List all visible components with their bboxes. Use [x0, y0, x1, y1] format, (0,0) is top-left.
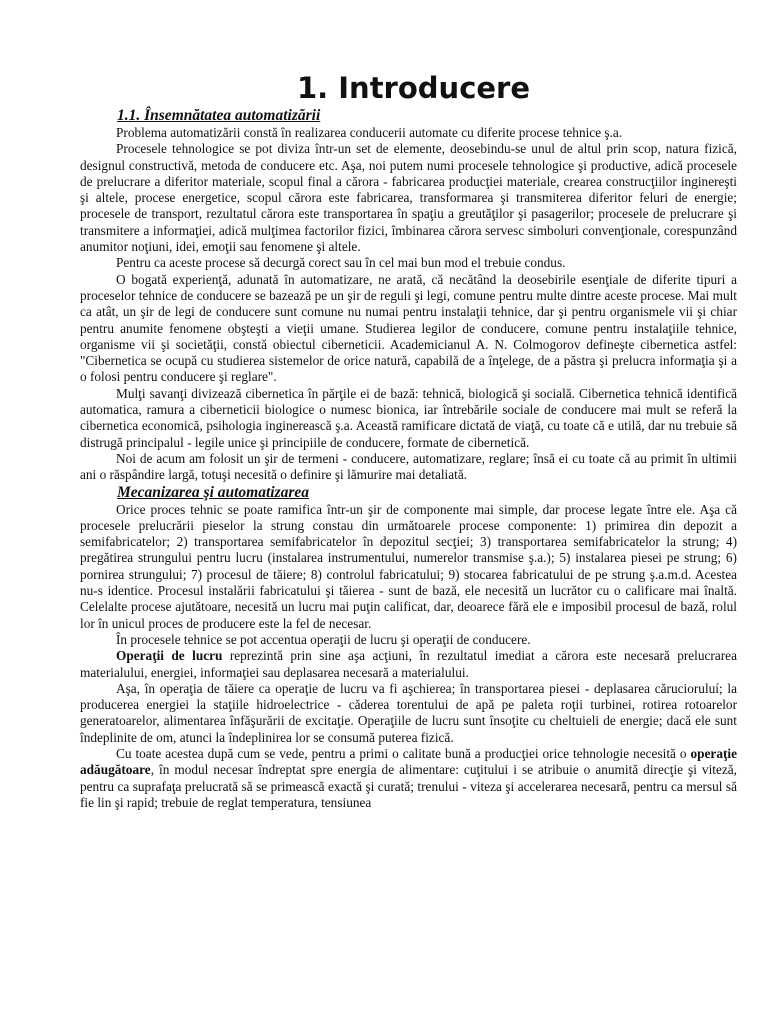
- paragraph: Pentru ca aceste procese să decurgă corect sau în cel mai bun mod el trebuie condus.: [116, 255, 566, 271]
- paragraph: Procesele tehnologice se pot diviza într-un set de elemente, deosebindu-se unul de altul prin scop, natura fizică, designul constructivă, metoda de conducere etc. Aşa, noi putem numi procesele tehnologice şi productive, adică procesele de prelucrare a diferitor materiale, scopul final a cărora - fabricarea producţiei materiale, crearea construcţiilor inginereşti şi altele, procese energetice, scopul cărora este fabricarea, transformarea şi transmiterea diferitor feluri de energie; procesele de transport, rezultatul cărora este transportarea în spaţiu a greutăţilor şi pasagerilor; procesele de prelucrare şi transmitere a informaţiei, adică mulţimea factorilor fizici, îmbinarea cărora servesc simboluri convenţionale, corespunzând anumitor noţiuni, idei, emoţii sau fenomene şi altele.: [80, 141, 737, 255]
- paragraph: În procesele tehnice se pot accentua operaţii de lucru şi operaţii de conducere.: [116, 631, 531, 647]
- subsection-heading: Mecanizarea şi automatizarea: [117, 483, 310, 501]
- section-heading: 1.1. Însemnătatea automatizării: [117, 107, 321, 124]
- bold-term: operaţie adăugătoare: [80, 745, 737, 778]
- chapter-title: 1. Introducere: [296, 71, 531, 105]
- paragraph: Aşa, în operaţia de tăiere ca operaţie de lucru va fi aşchierea; în transportarea piesei - deplasarea cărucioruluí; la producerea energiei la staţiile hidroelectrice - căderea torentului de apă pe paleta roţii turbinei, rotirea rotoarelor generatoarelor, alimentarea înfăşurării de excitaţie. Operaţiile de lucru sunt însoţite cu cheltuieli de energie; dacă ele sunt îndeplinite de om, atunci la îndeplinirea lor se consumă puterea fizică.: [80, 680, 737, 745]
- paragraph: Noi de acum am folosit un şir de termeni - conducere, automatizare, reglare; însă ei cu toate că au primit în ultimii ani o răspândire largă, totuşi necesită o definire şi lămurire mai detaliată.: [80, 450, 737, 483]
- paragraph-text: reprezintă prin sine aşa acţiuni, în rezultatul imediat a cărora este necesară prelucrarea materialului, energiei, informaţiei sau deplasarea necesară a materialului.: [80, 648, 737, 680]
- bold-term: Operaţii de lucru: [116, 648, 223, 664]
- paragraph: Problema automatizării constă în realizarea conducerii automate cu diferite procese tehnice ş.a.: [116, 125, 623, 140]
- paragraph: [80, 746, 737, 811]
- paragraph: Orice proces tehnic se poate ramifica într-un şir de componente mai simple, dar procese legate între ele. Aşa că procesele prelucrării pieselor la strung constau din următoarele procese componente: 1) primirea din depozit a semifabricatelor; 2) transportarea semifabricatelor în depozitul secţiei; 3) transportarea semifabricatelor la strung; 4) pregătirea strungului pentru lucru (instalarea instrumentului, numerelor transmise ş.a.); 5) instalarea piesei pe strung; 6) pornirea strungului; 7) procesul de tăiere; 8) controlul fabricatului; 9) stocarea fabricatului de pe strung ş.a.m.d. Acestea nu-s identice. Procesul instalării fabricatului şi tăierea - sunt de bază, ele necesită un lucrător cu o calificare mai înaltă. Celelalte procese ajutătoare, necesită un lucru mai puţin calificat, dar, deoarece fără ele e imposibil procesul de bază, rolul lor în unicul proces de producere este la fel de necesar.: [80, 501, 737, 631]
- paragraph-text: Cu toate acestea după cum se vede, pentru a primi o calitate bună a producţiei orice tehnologie necesită o: [116, 745, 691, 761]
- paragraph: [80, 648, 737, 681]
- paragraph: O bogată experienţă, adunată în automatizare, ne arată, că necătând la deosebirile esenţiale de diferite tipuri a proceselor tehnice de conducere se bazează pe un şir de reguli şi legi, comune pentru multe dintre aceste procese. Mai mult ca atât, un şir de legi de conducere sunt comune nu numai pentru instalaţii tehnice, dar şi pentru organismele vii şi chiar pentru anumite fenomene obşteşti a vieţii umane. Studierea legilor de conducere, comune pentru instalaţiile tehnice, organisme vii şi societăţii, constă obiectul ciberneticii. Academicianul A. N. Colmogorov defineşte cibernetica astfel: "Cibernetica se ocupă cu studierea sistemelor de orice natură, capabilă de a înţelege, de a păstra şi prelucra informaţia şi a o folosi pentru conducere şi reglare".: [80, 271, 737, 385]
- paragraph: Mulţi savanţi divizează cibernetica în părţile ei de bază: tehnică, biologică şi socială. Cibernetica tehnică identifică automatica, ramura a ciberneticii biologice o numesc bionica, iar întrebările sociale de conducere mai mult se referă la cibernetica economică, psihologia inginerească ş.a. Această ramificare dictată de viaţă, cu toate că e utilă, dar nu trebuie să distrugă principalul - legile unice şi principiile de conducere, formate de cibernetică.: [80, 385, 737, 450]
- paragraph-text: , în modul necesar îndreptat spre energia de alimentare: cuţitului i se atribuie o anumită direcţie şi viteză, pentru ca suprafaţa prelucrată să se primească exactă şi curată; trenului - viteza şi accelerarea necesară, pentru ca mersul să fie lin şi rapid; trebuie de reglat temperatura, tensiunea: [80, 762, 737, 810]
